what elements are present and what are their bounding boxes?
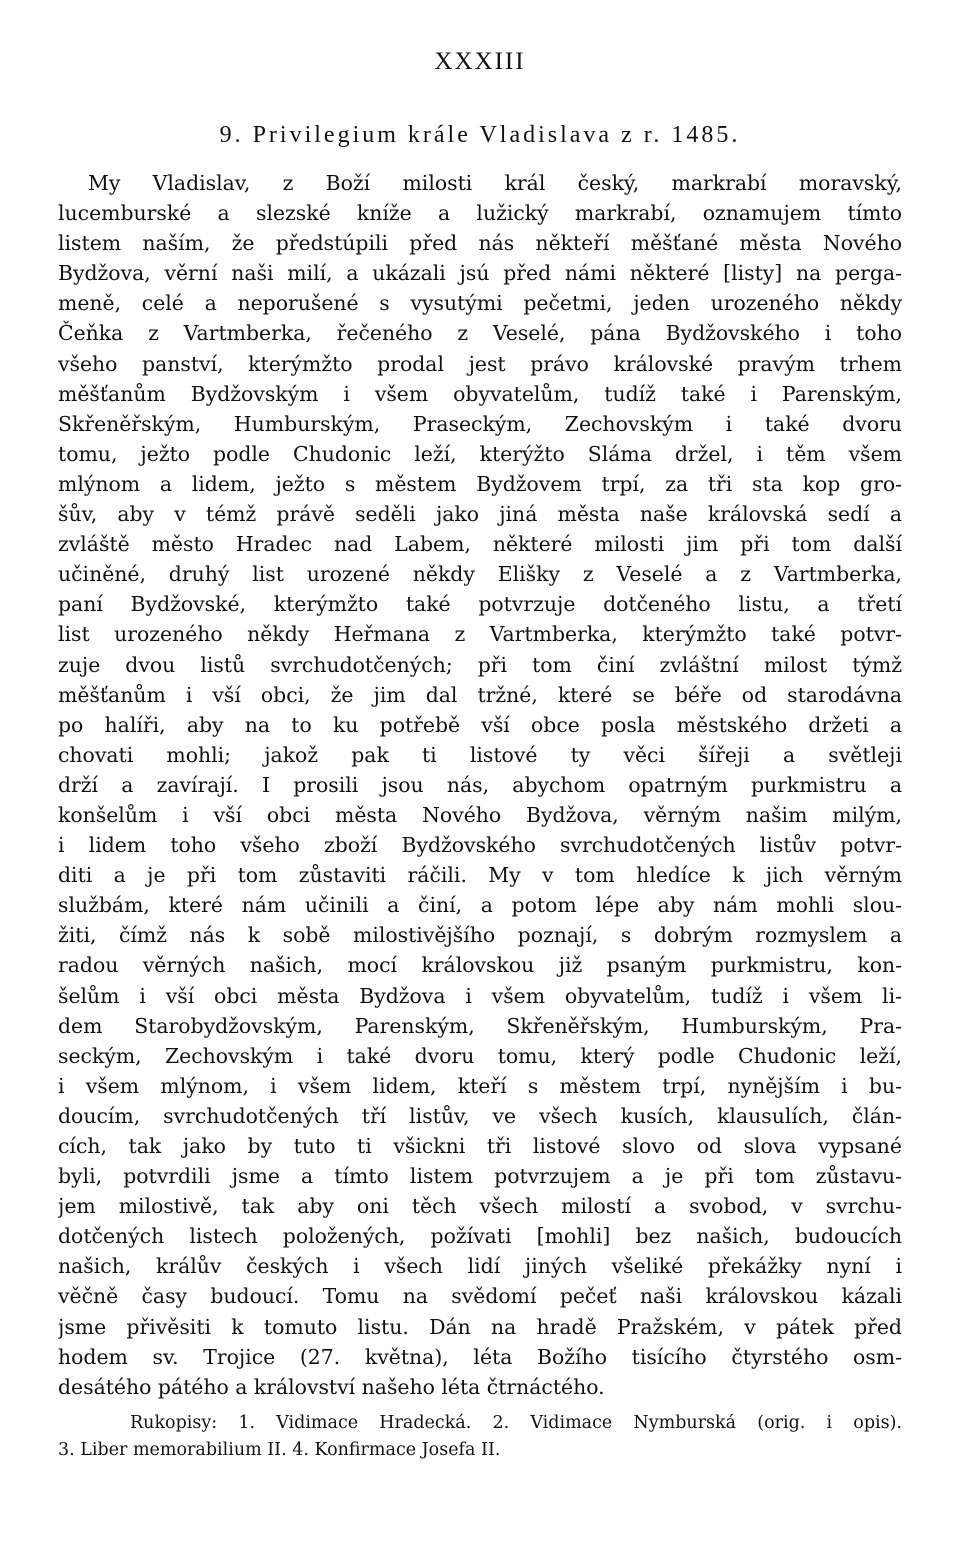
body-line: diti a je při tom zůstaviti ráčili. My v tom hledíce k jich věrným xyxy=(58,863,902,888)
document-body xyxy=(58,168,902,1402)
body-line: cích, tak jako by tuto ti všickni tři listové slovo od slova vypsané xyxy=(58,1134,902,1158)
body-line: Čeňka z Vartmberka, řečeného z Veselé, pána Bydžovského i toho xyxy=(58,321,902,346)
body-line: listem naším, že předstúpili před nás někteří měšťané města Nového xyxy=(58,231,902,256)
document-title: 9. Privilegium krále Vladislava z r. 1485. xyxy=(219,122,741,148)
body-line: konšelům i vší obci města Nového Bydžova, věrným našim milým, xyxy=(58,802,902,827)
body-line: My Vladislav, z Boží milosti král český, markrabí moravský, xyxy=(88,171,902,195)
body-line: chovati mohli; jakož pak ti listové ty věci šířeji a světleji xyxy=(58,742,902,767)
body-line: radou věrných našich, mocí královskou již psaným purkmistru, kon- xyxy=(58,953,902,978)
body-line: měšťanům Bydžovským i všem obyvatelům, tudíž také i Parenským, xyxy=(58,381,902,406)
body-line: byli, potvrdili jsme a tímto listem potvrzujem a je při tom zůstavu- xyxy=(58,1164,902,1189)
body-line: službám, které nám učinili a činí, a potom lépe aby nám mohli slou- xyxy=(58,893,902,918)
body-line: zuje dvou listů svrchudotčených; při tom činí zvláštní milost týmž xyxy=(58,652,902,677)
body-line: jem milostivě, tak aby oni těch všech milostí a svobod, v svrchu- xyxy=(58,1194,902,1219)
body-line: tomu, ježto podle Chudonic leží, kterýžto Sláma držel, i těm všem xyxy=(58,441,902,466)
body-line: jsme přivěsiti k tomuto listu. Dán na hradě Pražském, v pátek před xyxy=(58,1314,902,1339)
body-line: lucemburské a slezské kníže a lužický markrabí, oznamujem tímto xyxy=(58,201,902,226)
body-line: i lidem toho všeho zboží Bydžovského svrchudotčených listův potvr- xyxy=(58,833,902,858)
body-line: i všem mlýnom, i všem lidem, kteří s městem trpí, nynějším i bu- xyxy=(58,1073,902,1098)
body-line: zvláště město Hradec nad Labem, některé milosti jim při tom další xyxy=(58,532,902,557)
body-line: šelům i vší obci města Bydžova i všem obyvatelům, tudíž i všem li- xyxy=(58,983,902,1008)
body-line: učiněné, druhý list urozené někdy Elišky z Veselé a z Vartmberka, xyxy=(58,562,902,587)
body-line: věčně časy budoucí. Tomu na svědomí pečeť naši královskou kázali xyxy=(58,1284,902,1309)
body-line: list urozeného někdy Heřmana z Vartmberka, kterýmžto také potvr- xyxy=(58,622,902,647)
body-line: žiti, čímž nás k sobě milostivějšího poznají, s dobrým rozmyslem a xyxy=(58,923,902,948)
body-line: šův, aby v témž právě seděli jako jiná města naše královská sedí a xyxy=(58,502,902,527)
footnote xyxy=(58,1410,902,1464)
body-line: mlýnom a lidem, ježto s městem Bydžovem trpí, za tři sta kop gro- xyxy=(58,471,902,496)
footnote-line: 3. Liber memorabilium II. 4. Konfirmace Josefa II. xyxy=(58,1440,501,1460)
body-line: seckým, Zechovským i také dvoru tomu, který podle Chudonic leží, xyxy=(58,1043,902,1068)
body-line: drží a zavírají. I prosili jsou nás, abychom opatrným purkmistru a xyxy=(58,772,902,797)
body-line: dotčených listech položených, požívati [mohli] bez našich, budoucích xyxy=(58,1224,902,1249)
body-line: Skřeněřským, Humburským, Praseckým, Zechovským i také dvoru xyxy=(58,411,902,436)
body-line: našich, králův českých i všech lidí jiných všeliké překážky nyní i xyxy=(58,1254,902,1279)
body-line: měšťanům i vší obci, že jim dal tržné, které se béře od starodávna xyxy=(58,682,902,707)
body-line: paní Bydžovské, kterýmžto také potvrzuje dotčeného listu, a třetí xyxy=(58,592,902,617)
body-line: doucím, svrchudotčených tří listův, ve všech kusích, klausulích, člán- xyxy=(58,1103,902,1128)
body-line: Bydžova, věrní naši milí, a ukázali jsú před námi některé [listy] na perga- xyxy=(58,261,902,286)
body-line: po halíři, aby na to ku potřebě vší obce posla městského držeti a xyxy=(58,712,902,737)
page-number: XXXIII xyxy=(434,48,526,75)
footnote-line: Rukopisy: 1. Vidimace Hradecká. 2. Vidimace Nymburská (orig. i opis). xyxy=(130,1413,902,1433)
body-line: desátého pátého a království našeho léta čtrnáctého. xyxy=(58,1374,605,1399)
body-line: meně, celé a neporušené s vysutými pečetmi, jeden urozeného někdy xyxy=(58,291,902,316)
body-line: dem Starobydžovským, Parenským, Skřeněřským, Humburským, Pra- xyxy=(58,1013,902,1038)
body-line: všeho panství, kterýmžto prodal jest právo královské pravým trhem xyxy=(58,351,902,376)
body-line: hodem sv. Trojice (27. května), léta Božího tisícího čtyrstého osm- xyxy=(58,1344,902,1369)
